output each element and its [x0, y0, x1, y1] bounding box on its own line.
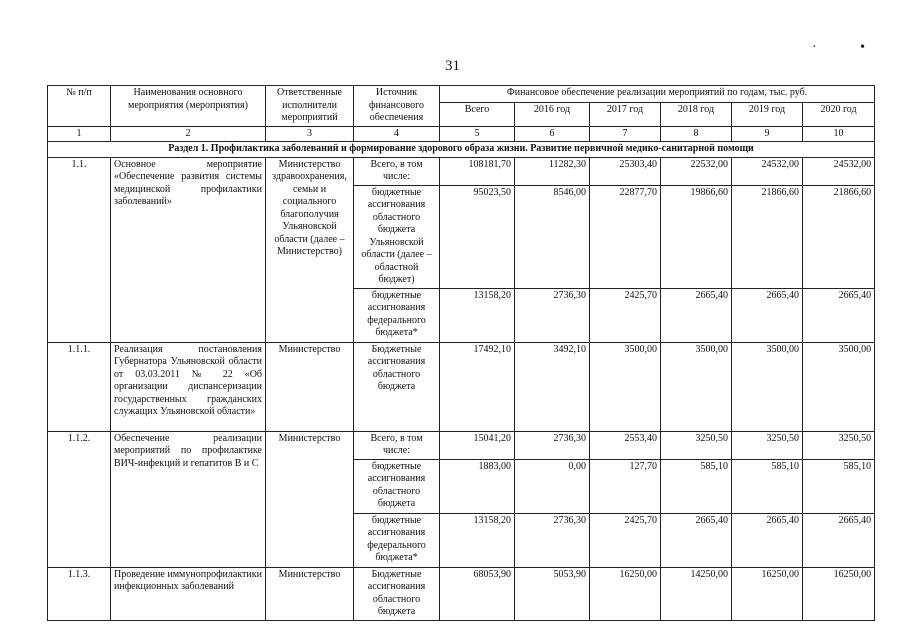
header-col-exec: Ответственные исполнители мероприятий: [266, 86, 354, 127]
header-col-finance: Финансовое обеспечение реализации мероприятий по годам, тыс. руб.: [440, 86, 875, 103]
row-number: 1.1.: [48, 157, 111, 342]
measure-name: Обеспечение реализации мероприятий по профилактике ВИЧ-инфекций и гепатитов В и С: [111, 431, 266, 567]
value-year: 585,10: [732, 459, 803, 513]
value-year: 2665,40: [803, 288, 875, 342]
funding-source: бюджетные ассигнования областного бюджета: [354, 459, 440, 513]
header-col-name: Наименования основного мероприятия (мероприятия): [111, 86, 266, 127]
row-number: 1.1.3.: [48, 567, 111, 620]
value-total: 108181,70: [440, 157, 515, 185]
value-year: 21866,60: [803, 185, 875, 288]
value-total: 17492,10: [440, 342, 515, 431]
row-number: 1.1.2.: [48, 431, 111, 567]
value-total: 13158,20: [440, 288, 515, 342]
header-year-2017: 2017 год: [590, 102, 661, 126]
funding-source: Бюджетные ассигнования областного бюджета: [354, 567, 440, 620]
value-year: 19866,60: [661, 185, 732, 288]
col-number: 4: [354, 126, 440, 142]
corner-marks: · •: [812, 40, 886, 55]
table-row: [48, 157, 875, 185]
value-year: 25303,40: [590, 157, 661, 185]
value-year: 3250,50: [661, 431, 732, 459]
funding-source: Бюджетные ассигнования областного бюджета: [354, 342, 440, 431]
table-row: [48, 342, 875, 431]
value-total: 13158,20: [440, 513, 515, 567]
value-year: 2736,30: [515, 513, 590, 567]
value-year: 2665,40: [661, 288, 732, 342]
responsible-executor: Министерство: [266, 567, 354, 620]
value-year: 21866,60: [732, 185, 803, 288]
value-year: 22877,70: [590, 185, 661, 288]
value-year: 3500,00: [661, 342, 732, 431]
value-year: 2665,40: [732, 513, 803, 567]
col-number: 2: [111, 126, 266, 142]
finance-table: [47, 85, 875, 621]
col-number: 10: [803, 126, 875, 142]
responsible-executor: Министерство: [266, 431, 354, 567]
value-year: 16250,00: [590, 567, 661, 620]
responsible-executor: Министерство: [266, 342, 354, 431]
measure-name: Основное мероприятие «Обеспечение развития системы медицинской профилактики заболеваний»: [111, 157, 266, 342]
funding-source: бюджетные ассигнования федерального бюджета*: [354, 513, 440, 567]
value-year: 2736,30: [515, 288, 590, 342]
col-number: 6: [515, 126, 590, 142]
section-title: Раздел 1. Профилактика заболеваний и формирование здорового образа жизни. Развитие первичной медико-санитарной помощи: [48, 142, 875, 158]
value-year: 14250,00: [661, 567, 732, 620]
col-number: 5: [440, 126, 515, 142]
column-number-row: [48, 126, 875, 142]
col-number: 1: [48, 126, 111, 142]
value-year: 16250,00: [803, 567, 875, 620]
value-year: 2553,40: [590, 431, 661, 459]
header-year-2019: 2019 год: [732, 102, 803, 126]
section-row: [48, 142, 875, 158]
funding-source: бюджетные ассигнования федерального бюджета*: [354, 288, 440, 342]
value-year: 3250,50: [732, 431, 803, 459]
value-total: 68053,90: [440, 567, 515, 620]
value-total: 95023,50: [440, 185, 515, 288]
value-total: 15041,20: [440, 431, 515, 459]
value-year: 2665,40: [661, 513, 732, 567]
value-year: 5053,90: [515, 567, 590, 620]
value-year: 127,70: [590, 459, 661, 513]
value-year: 585,10: [803, 459, 875, 513]
row-number: 1.1.1.: [48, 342, 111, 431]
header-col-source: Источник финансового обеспечения: [354, 86, 440, 127]
value-year: 3500,00: [732, 342, 803, 431]
value-year: 3500,00: [590, 342, 661, 431]
table-row: [48, 431, 875, 459]
header-year-2020: 2020 год: [803, 102, 875, 126]
value-year: 22532,00: [661, 157, 732, 185]
header-year-2016: 2016 год: [515, 102, 590, 126]
col-number: 7: [590, 126, 661, 142]
value-year: 3492,10: [515, 342, 590, 431]
value-year: 2425,70: [590, 288, 661, 342]
value-year: 16250,00: [732, 567, 803, 620]
funding-source: Всего, в том числе:: [354, 157, 440, 185]
col-number: 8: [661, 126, 732, 142]
col-number: 9: [732, 126, 803, 142]
funding-source: Всего, в том числе:: [354, 431, 440, 459]
value-year: 11282,30: [515, 157, 590, 185]
value-year: 0,00: [515, 459, 590, 513]
col-number: 3: [266, 126, 354, 142]
value-year: 8546,00: [515, 185, 590, 288]
value-year: 3500,00: [803, 342, 875, 431]
value-total: 1883,00: [440, 459, 515, 513]
measure-name: Реализация постановления Губернатора Ульяновской области от 03.03.2011 № 22 «Об организации диспансеризации государственных гражданских служащих Ульяновской области»: [111, 342, 266, 431]
header-col-no: № п/п: [48, 86, 111, 127]
value-year: 2665,40: [803, 513, 875, 567]
value-year: 585,10: [661, 459, 732, 513]
header-col-total: Всего: [440, 102, 515, 126]
header-year-2018: 2018 год: [661, 102, 732, 126]
value-year: 2665,40: [732, 288, 803, 342]
value-year: 24532,00: [732, 157, 803, 185]
value-year: 24532,00: [803, 157, 875, 185]
page-number: 31: [445, 58, 460, 74]
table-row: [48, 567, 875, 620]
value-year: 3250,50: [803, 431, 875, 459]
header-row-1: [48, 86, 875, 103]
value-year: 2425,70: [590, 513, 661, 567]
responsible-executor: Министерство здравоохранения, семьи и социального благополучия Ульяновской области (далее – Министерство): [266, 157, 354, 342]
value-year: 2736,30: [515, 431, 590, 459]
measure-name: Проведение иммунопрофилактики инфекционных заболеваний: [111, 567, 266, 620]
funding-source: бюджетные ассигнования областного бюджета Ульяновской области (далее – областной бюджет): [354, 185, 440, 288]
